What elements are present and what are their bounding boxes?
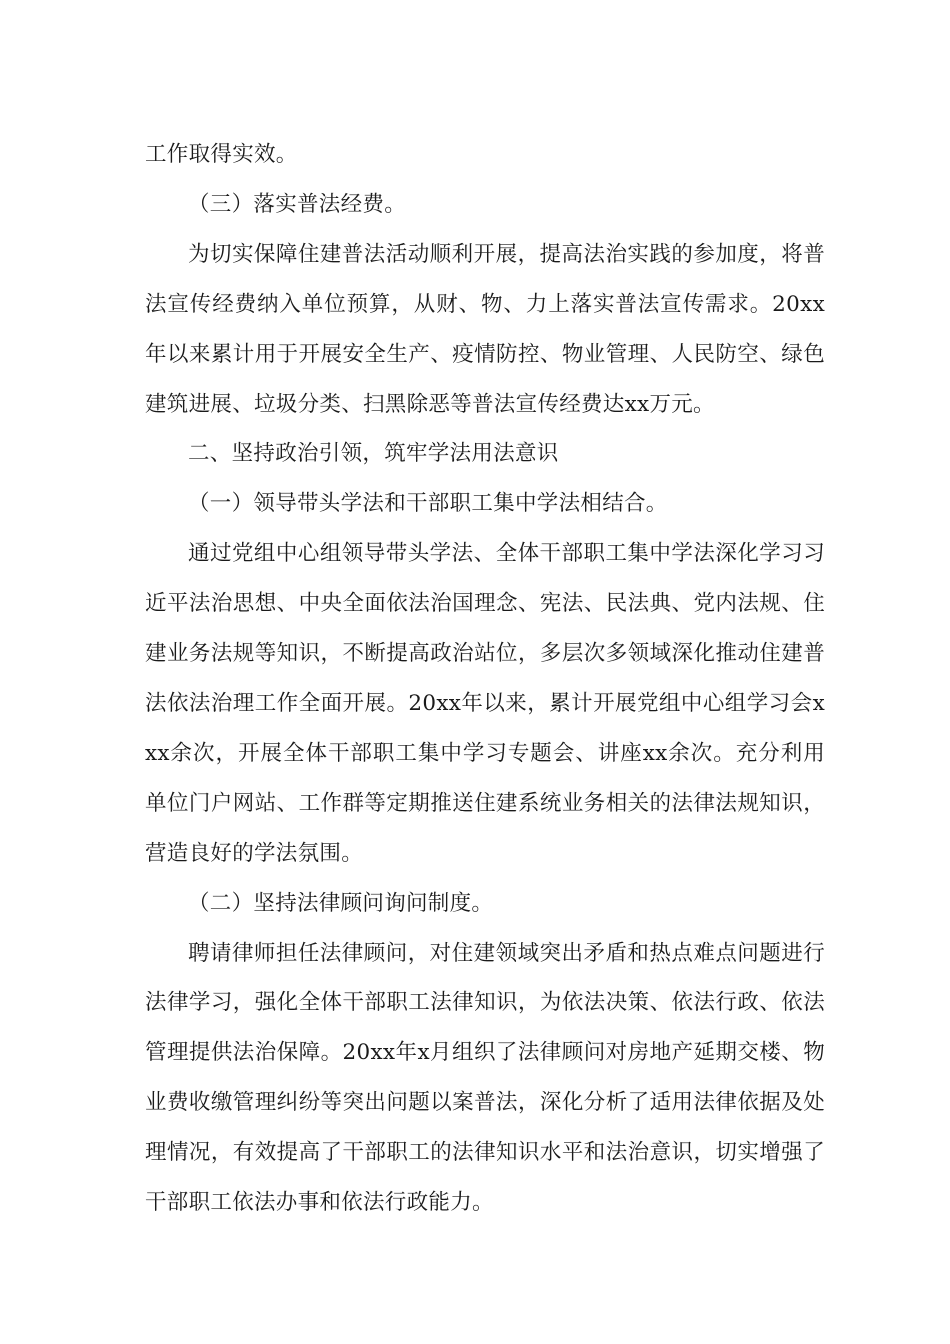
subheading-funding: （三）落实普法经费。 [188,191,407,217]
section-heading-political-guidance: 二、坚持政治引领，筑牢学法用法意识 [188,441,559,467]
paragraph-funding: 为切实保障住建普法活动顺利开展，提高法治实践的参加度，将普法宣传经费纳入单位预算，从财、物、力上落实普法宣传需求。20xx年以来累计用于开展安全生产、疫情防控、物业管理、人民防空、绿色建筑进展、垃圾分类、扫黑除恶等普法宣传经费达xx万元。 [145,241,825,417]
paragraph-continuation: 工作取得实效。 [145,142,298,167]
paragraph-legal-advisor: 聘请律师担任法律顾问，对住建领域突出矛盾和热点难点问题进行法律学习，强化全体干部职工法律知识，为依法决策、依法行政、依法管理提供法治保障。20xx年x月组织了法律顾问对房地产延期交楼、物业费收缴管理纠纷等突出问题以案普法，深化分析了适用法律依据及处理情况，有效提高了干部职工的法律知识水平和法治意识，切实增强了干部职工依法办事和依法行政能力。 [145,940,825,1216]
subheading-legal-advisor: （二）坚持法律顾问询问制度。 [188,890,494,916]
paragraph-leadership-study: 通过党组中心组领导带头学法、全体干部职工集中学法深化学习习近平法治思想、中央全面依法治国理念、宪法、民法典、党内法规、住建业务法规等知识，不断提高政治站位，多层次多领域深化推动住建普法依法治理工作全面开展。20xx年以来，累计开展党组中心组学习会xxx余次，开展全体干部职工集中学习专题会、讲座xx余次。充分利用单位门户网站、工作群等定期推送住建系统业务相关的法律法规知识，营造良好的学法氛围。 [145,541,825,866]
subheading-leadership-study: （一）领导带头学法和干部职工集中学法相结合。 [188,491,668,517]
document-body [145,130,825,1228]
